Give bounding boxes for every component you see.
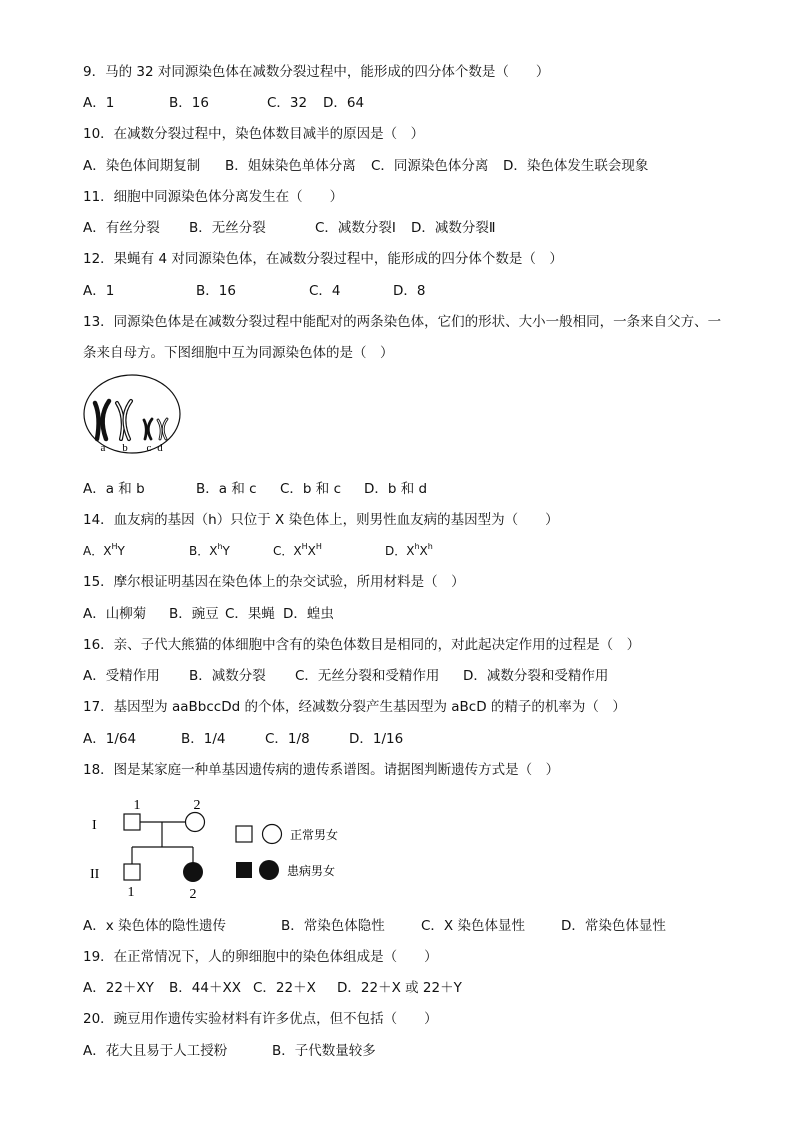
legend-affected-male-icon	[236, 862, 252, 878]
option-b[interactable]: B．$X^hY$	[189, 542, 230, 558]
option-d[interactable]: D．减数分裂和受精作用	[463, 668, 609, 684]
chromosome-a	[95, 401, 109, 439]
option-a[interactable]: A．22＋XY	[83, 980, 154, 996]
question-17-stem: 17．基因型为 aaBbccDd 的个体，经减数分裂产生基因型为 aBcD 的精子的机率为（ ）	[83, 699, 626, 715]
question-10-stem: 10．在减数分裂过程中，染色体数目减半的原因是（ ）	[83, 126, 425, 142]
question-12-options	[83, 282, 425, 300]
question-15-options	[83, 605, 334, 623]
question-18-stem: 18．图是某家庭一种单基因遗传病的遗传系谱图。请据图判断遗传方式是（ ）	[83, 762, 560, 778]
option-a[interactable]: A．1/64	[83, 731, 137, 747]
question-16-options	[83, 667, 608, 685]
option-c[interactable]: C．32	[267, 95, 308, 111]
I-1-normal-male	[124, 814, 140, 830]
pedigree-chart	[84, 792, 354, 902]
I-2-number: 2	[193, 798, 201, 813]
question-11-options	[83, 219, 496, 237]
option-c[interactable]: C．减数分裂Ⅰ	[315, 220, 396, 236]
question-16-stem: 16．亲、子代大熊猫的体细胞中含有的染色体数目是相同的，对此起决定作用的过程是（ ）	[83, 637, 641, 653]
option-a[interactable]: A．x 染色体的隐性遗传	[83, 918, 227, 934]
option-c[interactable]: C．无丝分裂和受精作用	[295, 668, 440, 684]
option-b[interactable]: B．1/4	[181, 731, 226, 747]
option-a[interactable]: A．有丝分裂	[83, 220, 160, 236]
question-14-stem: 14．血友病的基因（h）只位于 X 染色体上，则男性血友病的基因型为（ ）	[83, 512, 559, 528]
option-a[interactable]: A．山柳菊	[83, 606, 147, 622]
option-a[interactable]: A．1	[83, 95, 115, 111]
question-20-stem: 20．豌豆用作遗传实验材料有许多优点，但不包括（ ）	[83, 1011, 438, 1027]
question-19-stem: 19．在正常情况下，人的卵细胞中的染色体组成是（ ）	[83, 949, 438, 965]
question-18-options	[83, 917, 666, 935]
II-1-normal-male	[124, 864, 140, 880]
option-c[interactable]: C．4	[309, 283, 341, 299]
II-2-number: 2	[189, 887, 197, 902]
question-12-stem: 12．果蝇有 4 对同源染色体，在减数分裂过程中，能形成的四分体个数是（ ）	[83, 251, 563, 267]
chromosome-b	[117, 401, 131, 439]
option-b[interactable]: B．44＋XX	[169, 980, 241, 996]
option-c[interactable]: C．果蝇	[225, 606, 275, 622]
option-d[interactable]: D．蝗虫	[283, 606, 334, 622]
option-d[interactable]: D．b 和 d	[364, 481, 428, 497]
II-2-affected-female	[183, 862, 203, 882]
option-d[interactable]: D．64	[323, 95, 365, 111]
option-b[interactable]: B．豌豆	[169, 606, 219, 622]
question-20-options	[83, 1042, 376, 1060]
generation-I-label: I	[92, 818, 97, 833]
option-a[interactable]: A．$X^HY$	[83, 542, 125, 558]
option-d[interactable]: D．22＋X 或 22＋Y	[337, 980, 462, 996]
label-a: a	[100, 442, 106, 454]
label-b: b	[122, 442, 128, 454]
option-d[interactable]: D．减数分裂Ⅱ	[411, 220, 496, 236]
option-a[interactable]: A．1	[83, 283, 115, 299]
option-b[interactable]: B．减数分裂	[189, 668, 266, 684]
option-a[interactable]: A．染色体间期复制	[83, 158, 201, 174]
option-c[interactable]: C．22＋X	[253, 980, 316, 996]
cell-chromosome-figure	[82, 373, 182, 455]
question-14-options	[83, 542, 433, 560]
legend-ill-label: 患病男女	[287, 864, 336, 878]
option-d[interactable]: D．$X^hX^h$	[385, 542, 433, 558]
legend-normal-label: 正常男女	[290, 828, 339, 842]
generation-II-label: II	[90, 867, 100, 882]
option-a[interactable]: A．a 和 b	[83, 481, 145, 497]
option-b[interactable]: B．姐妹染色单体分离	[225, 158, 356, 174]
question-9-stem: 9．马的 32 对同源染色体在减数分裂过程中，能形成的四分体个数是（ ）	[83, 64, 550, 80]
question-17-options	[83, 730, 403, 748]
I-2-normal-female	[186, 813, 205, 832]
option-c[interactable]: C．$X^HX^H$	[273, 542, 322, 558]
option-b[interactable]: B．a 和 c	[196, 481, 257, 497]
chromosome-c	[144, 419, 152, 439]
question-19-options	[83, 979, 462, 997]
question-11-stem: 11．细胞中同源染色体分离发生在（ ）	[83, 189, 344, 205]
option-d[interactable]: D．1/16	[349, 731, 404, 747]
option-d[interactable]: D．染色体发生联会现象	[503, 158, 649, 174]
question-15-stem: 15．摩尔根证明基因在染色体上的杂交试验，所用材料是（ ）	[83, 574, 465, 590]
option-a[interactable]: A．受精作用	[83, 668, 160, 684]
option-c[interactable]: C．b 和 c	[280, 481, 342, 497]
question-10-options	[83, 157, 648, 175]
legend-normal-female-icon	[263, 825, 282, 844]
option-d[interactable]: D．8	[393, 283, 426, 299]
II-1-number: 1	[127, 885, 135, 900]
option-b[interactable]: B．子代数量较多	[272, 1043, 376, 1059]
option-b[interactable]: B．无丝分裂	[189, 220, 266, 236]
I-1-number: 1	[133, 798, 141, 813]
question-9-options	[83, 94, 364, 112]
option-d[interactable]: D．常染色体显性	[561, 918, 666, 934]
option-c[interactable]: C．同源染色体分离	[371, 158, 489, 174]
chromosome-d	[158, 419, 167, 439]
option-b[interactable]: B．常染色体隐性	[281, 918, 385, 934]
question-13-stem-line2: 条来自母方。下图细胞中互为同源染色体的是（ ）	[83, 345, 394, 361]
option-a[interactable]: A．花大且易于人工授粉	[83, 1043, 228, 1059]
option-b[interactable]: B．16	[169, 95, 209, 111]
legend-normal-male-icon	[236, 826, 252, 842]
legend-affected-female-icon	[259, 860, 279, 880]
option-c[interactable]: C．X 染色体显性	[421, 918, 525, 934]
label-d: d	[157, 442, 163, 454]
label-c: c	[146, 442, 152, 454]
option-c[interactable]: C．1/8	[265, 731, 310, 747]
question-13-stem-line1: 13．同源染色体是在减数分裂过程中能配对的两条染色体，它们的形状、大小一般相同，一条来自父方、一	[83, 314, 722, 330]
question-13-options	[83, 480, 427, 498]
option-b[interactable]: B．16	[196, 283, 236, 299]
